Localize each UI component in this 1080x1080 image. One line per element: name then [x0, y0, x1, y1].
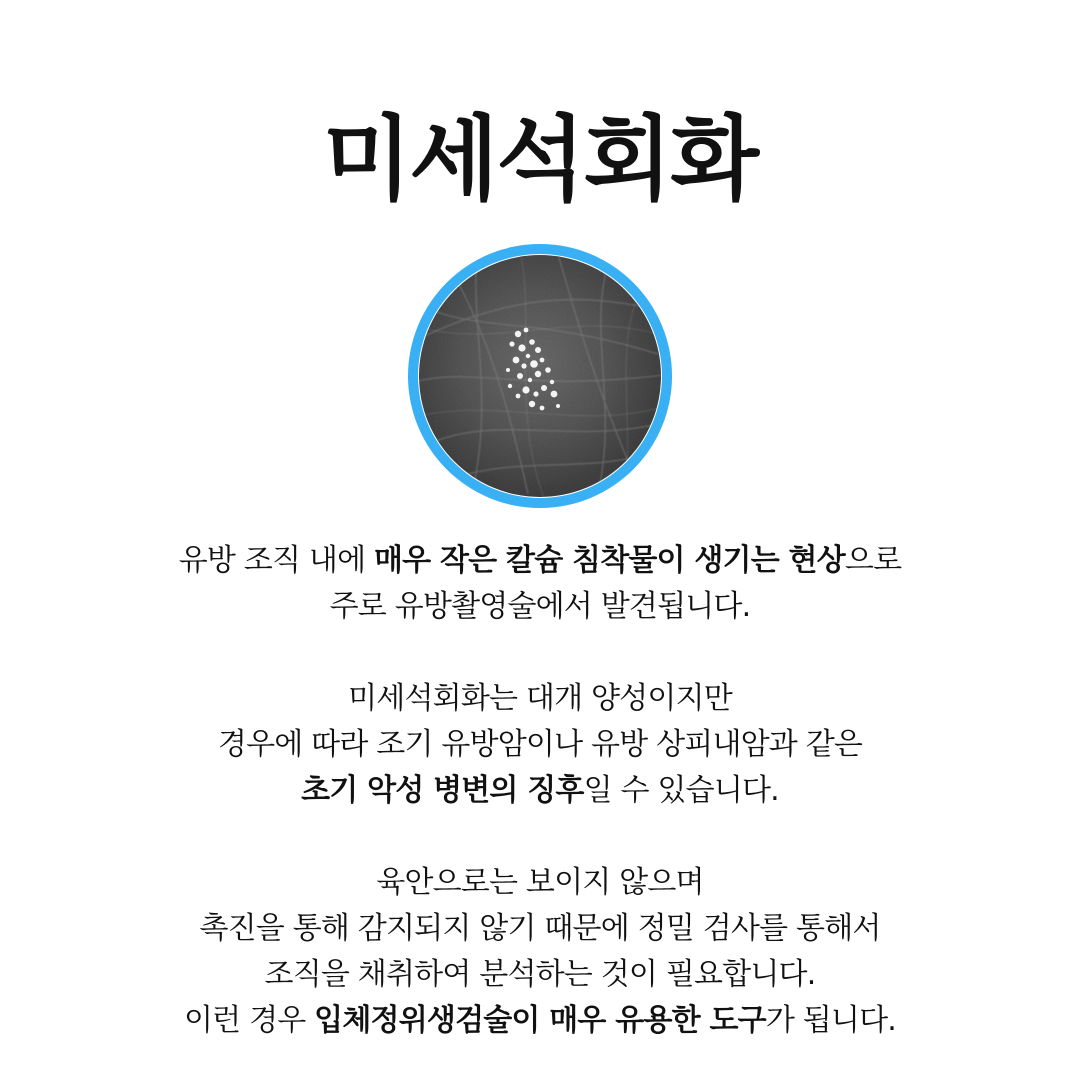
description-line	[40, 906, 1040, 952]
description-line	[40, 538, 1040, 584]
page-title: 미세석회화	[322, 106, 758, 213]
description-line	[40, 584, 1040, 630]
body-text-segment: 주로 유방촬영술에서 발견됩니다.	[329, 589, 751, 624]
body-text-segment: 이런 경우	[183, 1003, 315, 1038]
mammogram-image	[408, 244, 672, 508]
body-text-segment: 육안으로는 보이지 않으며	[376, 865, 704, 900]
body-text-segment: 조직을 채취하여 분석하는 것이 필요합니다.	[264, 957, 816, 992]
description-text	[40, 538, 1040, 1044]
body-text-segment: 촉진을 통해 감지되지 않기 때문에 정밀 검사를 통해서	[199, 911, 881, 946]
emphasis-text: 매우 작은 칼슘 침착물이 생기는 현상	[374, 543, 845, 578]
description-line	[40, 952, 1040, 998]
mammogram-microcalcification-image	[408, 244, 672, 508]
description-paragraph	[40, 860, 1040, 1044]
description-line	[40, 768, 1040, 814]
description-line	[40, 722, 1040, 768]
body-text-segment: 가 됩니다.	[765, 1003, 897, 1038]
description-line	[40, 676, 1040, 722]
description-paragraph	[40, 676, 1040, 814]
body-text-segment: 일 수 있습니다.	[583, 773, 779, 808]
body-text-segment: 으로	[844, 543, 902, 578]
description-paragraph	[40, 538, 1040, 630]
body-text-segment: 유방 조직 내에	[178, 543, 374, 578]
emphasis-text: 입체정위생검술이 매우 유용한 도구	[314, 1003, 766, 1038]
emphasis-text: 초기 악성 병변의 징후	[301, 773, 584, 808]
body-text-segment: 미세석회화는 대개 양성이지만	[348, 681, 732, 716]
body-text-segment: 경우에 따라 조기 유방암이나 유방 상피내암과 같은	[217, 727, 863, 762]
description-line	[40, 860, 1040, 906]
description-line	[40, 998, 1040, 1044]
